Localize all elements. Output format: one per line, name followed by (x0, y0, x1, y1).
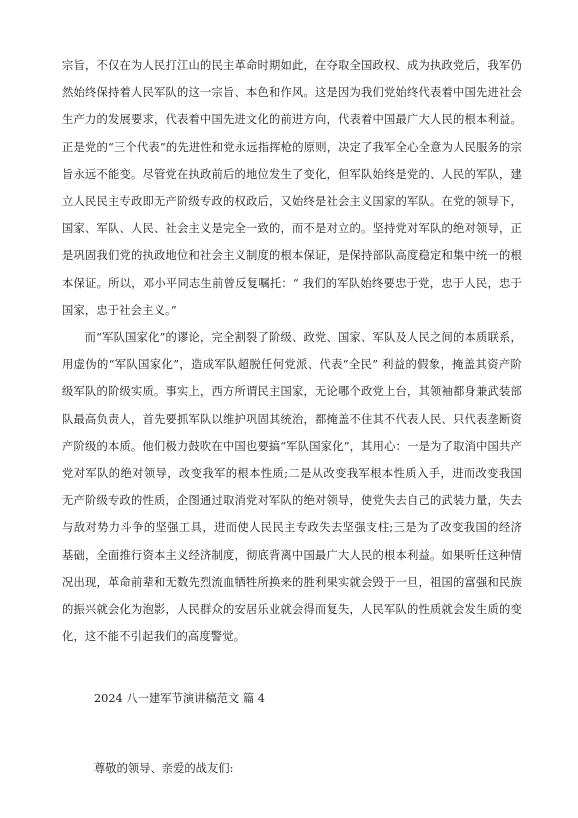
document-body (62, 52, 522, 650)
speech-greeting: 尊敬的领导、亲爱的战友们: (94, 762, 234, 775)
section-heading: 2024 八一建军节演讲稿范文 篇 4 (94, 692, 265, 705)
body-paragraph-2: 而“军队国家化”的谬论，完全割裂了阶级、政党、国家、军队及人民之间的本质联系，用虚伪的“军队国家化”，造成军队超脱任何党派、代表“全民” 利益的假象，掩盖其资产阶级军队的阶级实质。事实上，西方所谓民主国家，无论哪个政党上台，其领袖都身兼武装部队最高负责人，首先要抓军队以维护巩固其统治，都掩盖不住其不代表人民、只代表垄断资产阶级的本质。他们极力鼓吹在中国也要搞“军队国家化”，其用心：一是为了取消中国共产党对军队的绝对领导，改变我军的根本性质;二是从改变我军根本性质入手，进而改变我国无产阶级专政的性质，企图通过取消党对军队的绝对领导，使党失去自己的武装力量，失去与敌对势力斗争的坚强工具，进而使人民民主专政失去坚强支柱;三是为了改变我国的经济基础，全面推行资本主义经济制度，彻底背离中国最广大人民的根本利益。如果听任这种情况出现，革命前辈和无数先烈流血牺牲所换来的胜利果实就会毁于一旦，祖国的富强和民族的振兴就会化为泡影，人民群众的安居乐业就会得而复失，人民军队的性质就会发生质的变化，这不能不引起我们的高度警觉。 (62, 331, 522, 644)
body-paragraph-1: 宗旨，不仅在为人民打江山的民主革命时期如此，在夺取全国政权、成为执政党后，我军仍然始终保持着人民军队的这一宗旨、本色和作风。这是因为我们党始终代表着中国先进社会生产力的发展要求，代表着中国先进文化的前进方向，代表着中国最广大人民的根本利益。正是党的“三个代表”的先进性和党永远指挥枪的原则，决定了我军全心全意为人民服务的宗旨永远不能变。尽管党在执政前后的地位发生了变化，但军队始终是党的、人民的军队，建立人民民主专政即无产阶级专政的权政后，又始终是社会主义国家的军队。在党的领导下，国家、军队、人民、社会主义是完全一致的，而不是对立的。坚持党对军队的绝对领导，正是巩固我们党的执政地位和社会主义制度的根本保证，是保持部队高度稳定和集中统一的根本保证。所以，邓小平同志生前曾反复嘱托：“ 我们的军队始终要忠于党，忠于人民，忠于国家，忠于社会主义。” (62, 59, 522, 317)
